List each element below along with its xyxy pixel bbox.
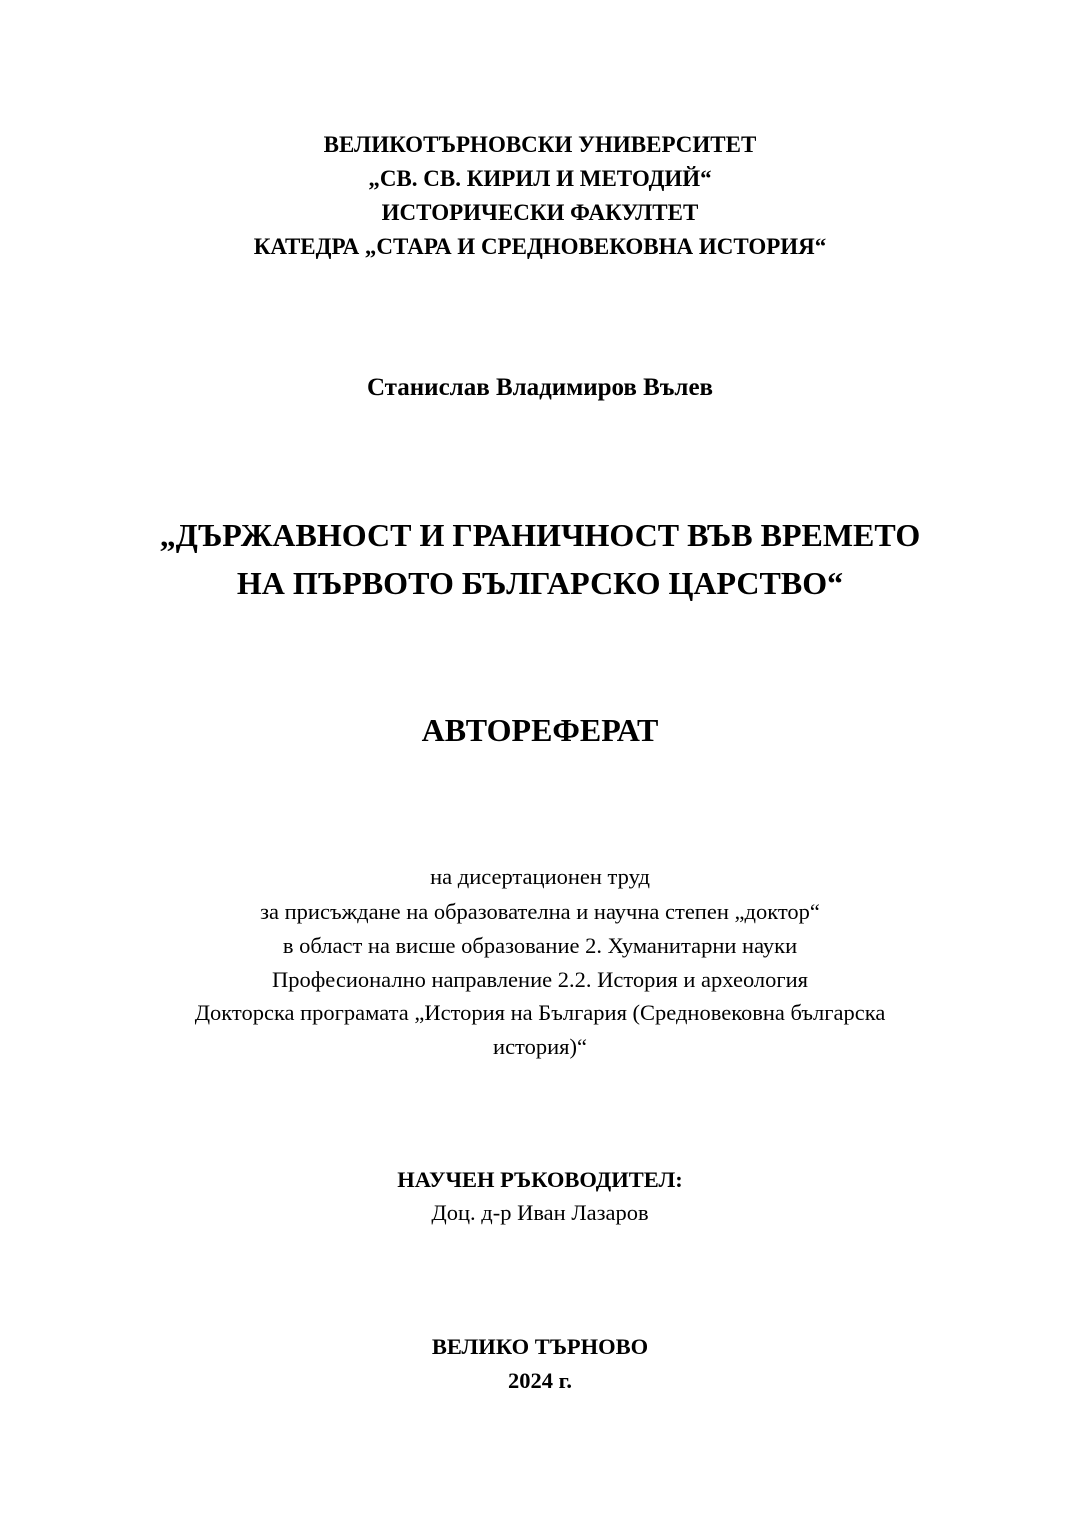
university-patron: „СВ. СВ. КИРИЛ И МЕТОДИЙ“ — [368, 166, 712, 191]
supervisor-label: НАУЧЕН РЪКОВОДИТЕЛ: — [397, 1167, 683, 1192]
city: ВЕЛИКО ТЪРНОВО — [431, 1334, 649, 1359]
author-name: Станислав Владимиров Вълев — [366, 374, 714, 401]
document-type: АВТОРЕФЕРАТ — [421, 712, 659, 748]
department-name: КАТЕДРА „СТАРА И СРЕДНОВЕКОВНА ИСТОРИЯ“ — [253, 234, 827, 259]
supervisor-name: Доц. д-р Иван Лазаров — [431, 1200, 649, 1225]
description-line: Професионално направление 2.2. История и археология — [271, 967, 809, 992]
faculty-name: ИСТОРИЧЕСКИ ФАКУЛТЕТ — [381, 200, 699, 225]
description-line: за присъждане на образователна и научна степен „доктор“ — [260, 899, 820, 924]
year: 2024 г. — [508, 1368, 572, 1393]
description-line: история)“ — [493, 1034, 587, 1059]
description-line: в област на висше образование 2. Хуманитарни науки — [282, 933, 798, 958]
university-name: ВЕЛИКОТЪРНОВСКИ УНИВЕРСИТЕТ — [323, 132, 757, 157]
description-line: Докторска програмата „История на България (Средновековна българска — [194, 1000, 886, 1025]
title-line-2: НА ПЪРВОТО БЪЛГАРСКО ЦАРСТВО“ — [236, 565, 844, 601]
description-line: на дисертационен труд — [430, 864, 650, 889]
title-line-1: „ДЪРЖАВНОСТ И ГРАНИЧНОСТ ВЪВ ВРЕМЕТО — [159, 517, 921, 553]
